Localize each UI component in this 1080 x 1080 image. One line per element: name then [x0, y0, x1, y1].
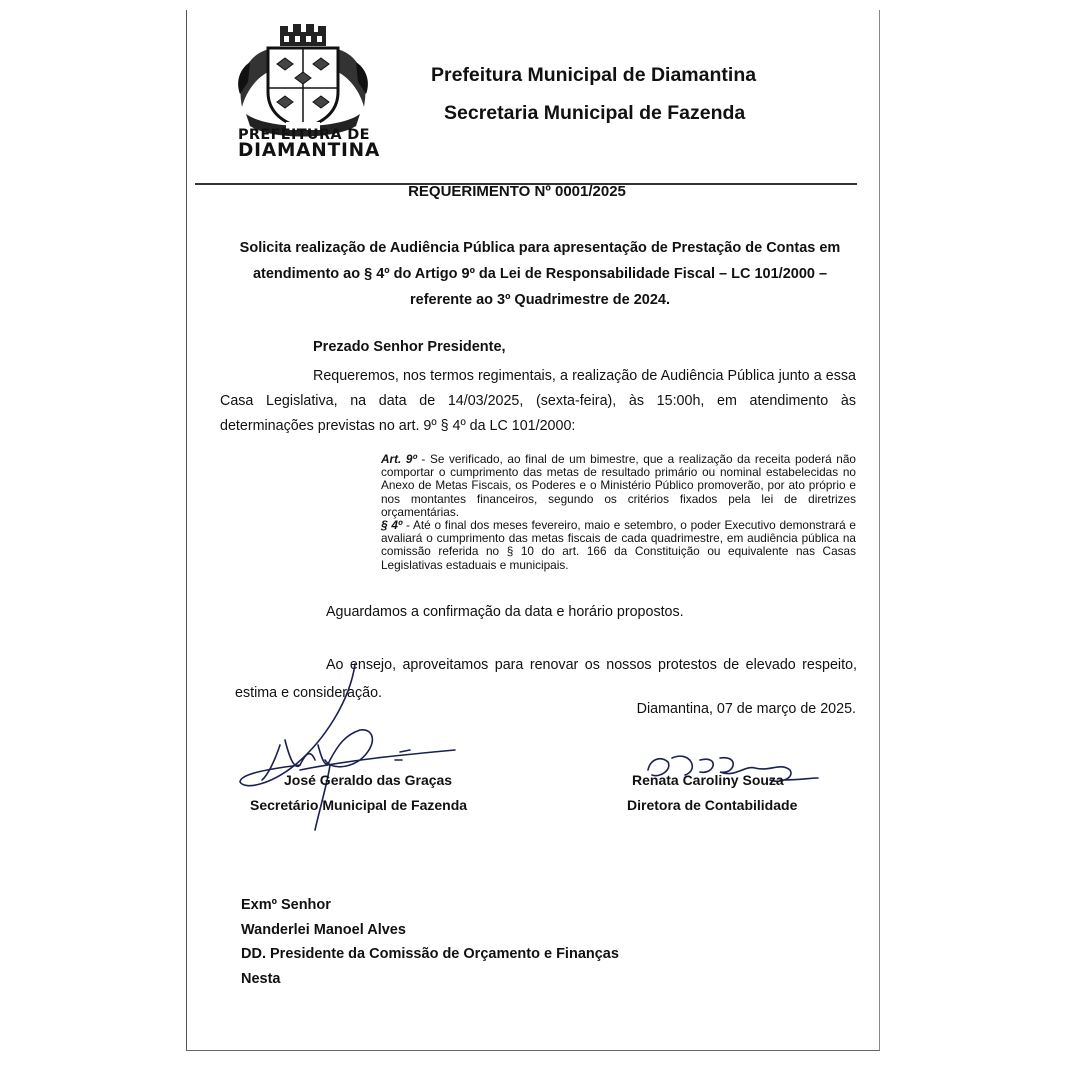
paragraph-text: - Até o final dos meses fevereiro, maio e setembro, o poder Executivo demonstrará e avaliará o cumprimento das metas fiscais de cada quadrimestre, em audiência pública na comissão referida no § 10 do art. 166 da Constituição ou equivalente nas Casas Legislativas estaduais e municipais.: [381, 518, 856, 572]
header-title: Prefeitura Municipal de Diamantina: [431, 64, 757, 86]
request-number-wrap: [0, 183, 1080, 200]
logo-line-2: DIAMANTINA: [238, 140, 381, 161]
logo-line-1: PREFEITURA DE: [238, 127, 370, 143]
addressee-title: DD. Presidente da Comissão de Orçamento e Finanças: [241, 946, 619, 962]
addressee-location: Nesta: [241, 970, 281, 987]
signature-2-name: Renata Caroliny Souza: [632, 772, 784, 788]
signature-1-name: José Geraldo das Graças: [284, 772, 453, 788]
header-subtitle: Secretaria Municipal de Fazenda: [444, 102, 746, 124]
document-date: Diamantina, 07 de março de 2025.: [636, 701, 856, 717]
article-text: - Se verificado, ao final de um bimestre, que a realização da receita poderá não comportar o cumprimento das metas de resultado primário ou nominal estabelecidas no Anexo de Metas Fiscais, os Poderes e o Ministério Público promoverão, por ato próprio e nos montantes financeiros, segundo os critérios fixados pela lei de diretrizes orçamentárias.: [381, 452, 856, 519]
request-subject: Solicita realização de Audiência Pública para apresentação de Prestação de Contas em atendimento ao § 4º do Artigo 9º da Lei de Responsabilidade Fiscal – LC 101/2000 – referente ao 3º Quadrimestre de 2024.: [239, 240, 841, 308]
addressee-block: [241, 893, 619, 991]
signature-1-role: Secretário Municipal de Fazenda: [250, 797, 468, 813]
greeting: Prezado Senhor Presidente,: [313, 339, 506, 355]
addressee-name: Wanderlei Manoel Alves: [241, 921, 406, 938]
legal-quote: [381, 453, 856, 572]
logo-wordmark: [238, 127, 381, 161]
closing-paragraph: Ao ensejo, aproveitamos para renovar os nossos protestos de elevado respeito, estima e consideração.: [235, 657, 857, 701]
signature-2-role: Diretora de Contabilidade: [627, 797, 798, 813]
article-label: Art. 9º: [381, 452, 417, 466]
paragraph-label: § 4º: [381, 518, 403, 533]
addressee-salutation: Exmº Senhor: [241, 897, 331, 913]
request-number: REQUERIMENTO Nº 0001/2025: [408, 183, 626, 200]
body-paragraph: Requeremos, nos termos regimentais, a realização de Audiência Pública junto a essa Casa Legislativa, na data de 14/03/2025, (sexta-feira), às 15:00h, em atendimento às determinações previstas no art. 9º § 4º da LC 101/2000:: [220, 368, 856, 434]
await-confirmation: Aguardamos a confirmação da data e horário propostos.: [326, 604, 684, 620]
